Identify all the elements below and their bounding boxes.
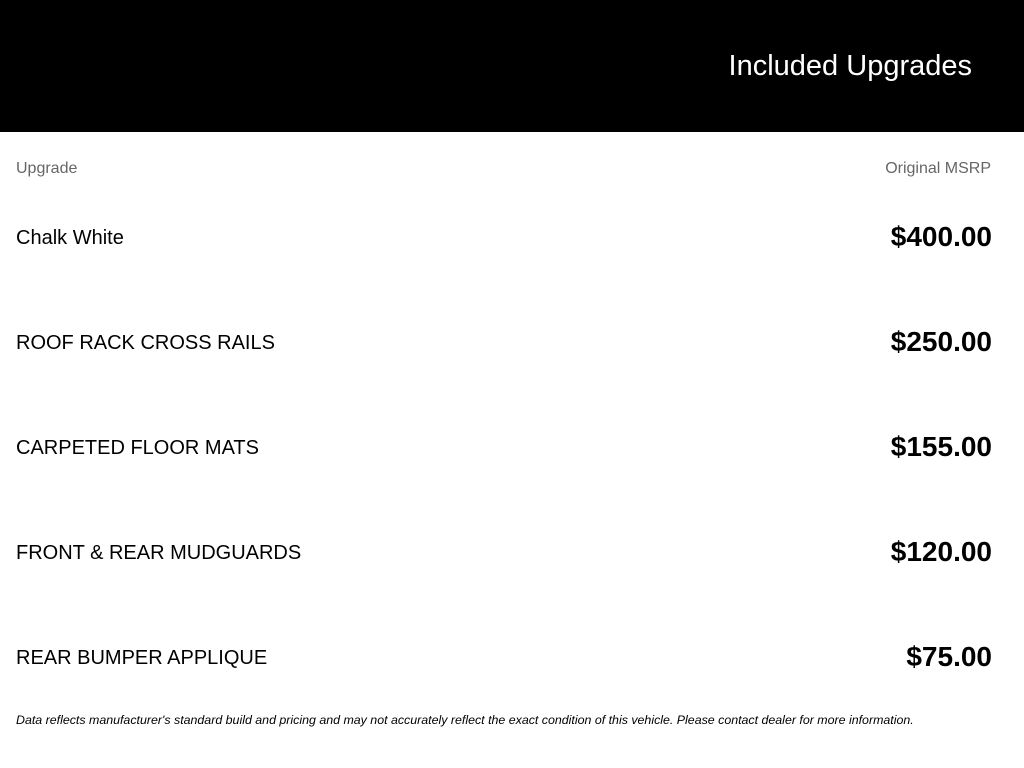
upgrades-list: [16, 212, 992, 737]
disclaimer-text: Data reflects manufacturer's standard build and pricing and may not accurately reflect the exact condition of this vehicle. Please contact dealer for more information.: [16, 713, 914, 727]
table-row: [16, 527, 992, 632]
header-bar: [0, 0, 1024, 132]
table-row: [16, 317, 992, 422]
page-title: Included Upgrades: [728, 50, 972, 82]
upgrade-price: $75.00: [906, 641, 992, 672]
table-header: [16, 160, 992, 180]
table-row: [16, 212, 992, 317]
upgrade-name: Chalk White: [16, 227, 124, 249]
column-header-msrp: Original MSRP: [885, 160, 991, 177]
upgrade-name: CARPETED FLOOR MATS: [16, 437, 259, 459]
upgrade-price: $250.00: [890, 326, 992, 357]
upgrade-name: ROOF RACK CROSS RAILS: [16, 332, 275, 354]
column-header-upgrade: Upgrade: [16, 160, 78, 177]
upgrade-price: $120.00: [890, 536, 992, 567]
upgrade-price: $400.00: [890, 221, 992, 252]
upgrade-name: REAR BUMPER APPLIQUE: [16, 647, 268, 669]
upgrade-name: FRONT & REAR MUDGUARDS: [16, 542, 302, 564]
upgrade-price: $155.00: [890, 431, 992, 462]
table-row: [16, 422, 992, 527]
